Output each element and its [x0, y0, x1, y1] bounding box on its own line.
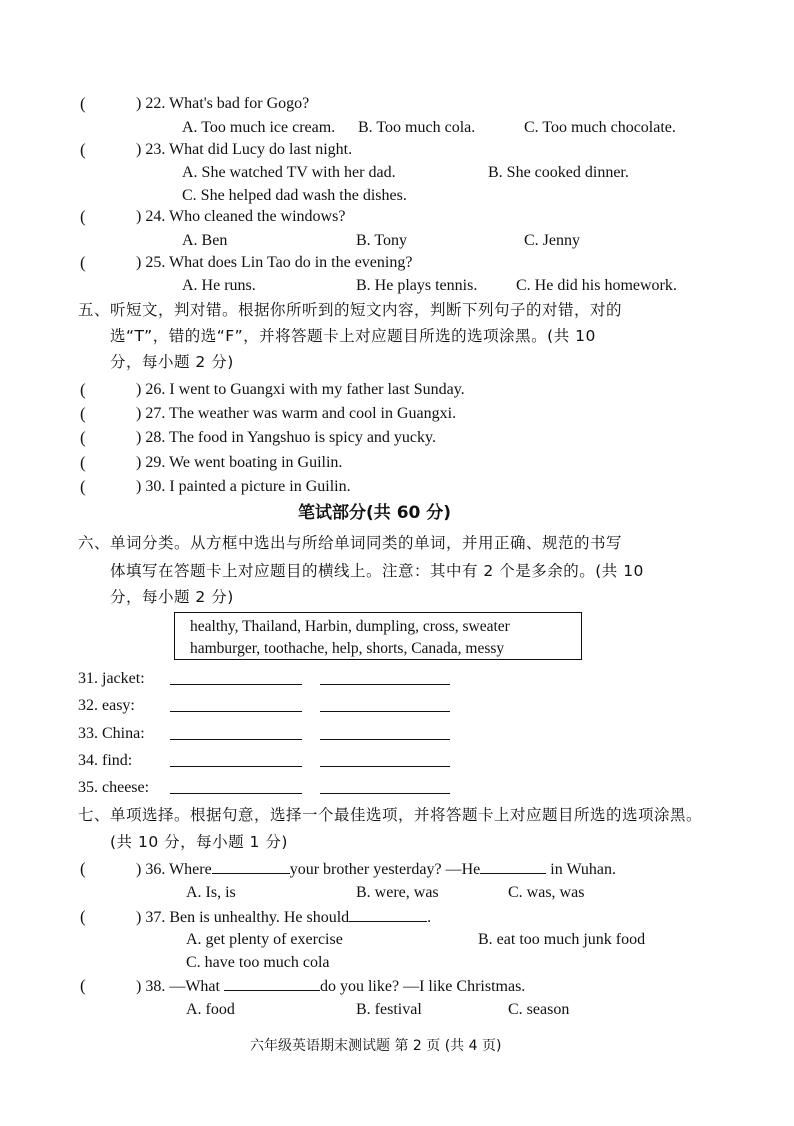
option-b: B. Tony	[356, 232, 408, 249]
question-36	[136, 859, 616, 880]
statement-text: We went boating in Guilin.	[169, 454, 343, 471]
fill-blank[interactable]	[480, 859, 546, 874]
question-number: ) 25.	[136, 254, 166, 271]
question-number: ) 37.	[136, 909, 166, 926]
statement-text: The weather was warm and cool in Guangxi.	[169, 405, 457, 422]
statement-text: The food in Yangshuo is spicy and yucky.	[169, 429, 436, 446]
answer-line[interactable]	[170, 711, 302, 712]
answer-line[interactable]	[170, 684, 302, 685]
question-text-part: .	[427, 909, 432, 926]
question-38	[136, 976, 525, 997]
item-32-label: 32. easy:	[78, 697, 135, 714]
item-35-label: 35. cheese:	[78, 779, 150, 796]
option-c: C. She helped dad wash the dishes.	[182, 187, 407, 204]
option-b: B. festival	[356, 1001, 422, 1018]
section-6-instruction-line-1: 六、单词分类。从方框中选出与所给单词同类的单词，并用正确、规范的书写	[78, 534, 623, 552]
fill-blank[interactable]	[224, 976, 320, 991]
question-text-part: —What	[169, 978, 220, 995]
page-footer: 六年级英语期末测试题 第 2 页 (共 4 页)	[250, 1038, 502, 1054]
statement-26	[136, 380, 465, 400]
answer-line[interactable]	[320, 739, 450, 740]
option-c: C. was, was	[508, 884, 585, 901]
answer-line[interactable]	[170, 739, 302, 740]
word-box-line-1: healthy, Thailand, Harbin, dumpling, cross, sweater	[190, 618, 510, 635]
section-7-instruction-line-2: (共 10 分，每小题 1 分)	[110, 833, 288, 851]
question-text-part: in Wuhan.	[550, 861, 616, 878]
word-box-line-2: hamburger, toothache, help, shorts, Canada, messy	[190, 640, 505, 657]
question-number: ) 30.	[136, 478, 166, 495]
question-text-part: Where	[169, 861, 212, 878]
question-number: ) 23.	[136, 141, 166, 158]
statement-29	[136, 453, 342, 473]
section-5-instruction-line-2: 选“T”，错的选“F”，并将答题卡上对应题目所选的选项涂黑。(共 10	[110, 327, 596, 345]
question-number: ) 29.	[136, 454, 166, 471]
option-a: A. Ben	[182, 232, 228, 249]
answer-paren: (	[80, 253, 86, 272]
answer-paren: (	[80, 404, 86, 423]
option-a: A. get plenty of exercise	[186, 931, 343, 948]
answer-paren: (	[80, 94, 86, 113]
statement-text: I went to Guangxi with my father last Sunday.	[169, 381, 465, 398]
statement-30	[136, 477, 351, 497]
option-b: B. He plays tennis.	[356, 277, 478, 294]
answer-line[interactable]	[170, 793, 302, 794]
answer-line[interactable]	[170, 766, 302, 767]
question-number: ) 27.	[136, 405, 166, 422]
question-number: ) 28.	[136, 429, 166, 446]
answer-paren: (	[80, 428, 86, 447]
option-c: C. Jenny	[524, 232, 580, 249]
item-31-label: 31. jacket:	[78, 670, 145, 687]
option-a: A. Is, is	[186, 884, 236, 901]
question-text-part: Ben is unhealthy. He should	[169, 909, 350, 926]
section-5-instruction-line-3: 分，每小题 2 分)	[110, 353, 234, 371]
option-c: C. Too much chocolate.	[524, 119, 676, 136]
question-number: ) 38.	[136, 978, 166, 995]
option-b: B. Too much cola.	[358, 119, 476, 136]
answer-paren: (	[80, 380, 86, 399]
option-a: A. Too much ice cream.	[182, 119, 336, 136]
section-7-instruction-line-1: 七、单项选择。根据句意，选择一个最佳选项，并将答题卡上对应题目所选的选项涂黑。	[78, 806, 703, 824]
question-text: What did Lucy do last night.	[169, 141, 353, 158]
question-number: ) 22.	[136, 95, 166, 112]
answer-line[interactable]	[320, 766, 450, 767]
statement-28	[136, 428, 436, 448]
answer-paren: (	[80, 976, 86, 995]
item-34-label: 34. find:	[78, 752, 133, 769]
answer-line[interactable]	[320, 793, 450, 794]
answer-paren: (	[80, 859, 86, 878]
question-37	[136, 907, 431, 928]
section-6-instruction-line-3: 分，每小题 2 分)	[110, 588, 234, 606]
answer-line[interactable]	[320, 711, 450, 712]
question-22	[136, 94, 309, 114]
question-25	[136, 253, 412, 273]
option-b: B. were, was	[356, 884, 439, 901]
question-text: What does Lin Tao do in the evening?	[169, 254, 413, 271]
option-b: B. eat too much junk food	[478, 931, 646, 948]
section-5-instruction-line-1: 五、听短文，判对错。根据你所听到的短文内容，判断下列句子的对错，对的	[78, 301, 623, 319]
question-23	[136, 140, 352, 160]
question-text-part: do you like? —I like Christmas.	[319, 978, 526, 995]
question-number: ) 26.	[136, 381, 166, 398]
question-text: What's bad for Gogo?	[169, 95, 310, 112]
answer-line[interactable]	[320, 684, 450, 685]
answer-paren: (	[80, 477, 86, 496]
question-24	[136, 207, 345, 227]
answer-paren: (	[80, 140, 86, 159]
section-6-instruction-line-2: 体填写在答题卡上对应题目的横线上。注意：其中有 2 个是多余的。(共 10	[110, 562, 644, 580]
answer-paren: (	[80, 453, 86, 472]
written-part-title: 笔试部分(共 60 分)	[298, 503, 452, 523]
statement-text: I painted a picture in Guilin.	[169, 478, 351, 495]
question-number: ) 36.	[136, 861, 166, 878]
option-c: C. have too much cola	[186, 954, 330, 971]
answer-paren: (	[80, 207, 86, 226]
option-a: A. She watched TV with her dad.	[182, 164, 396, 181]
statement-27	[136, 404, 456, 424]
fill-blank[interactable]	[349, 907, 427, 922]
option-a: A. He runs.	[182, 277, 256, 294]
item-33-label: 33. China:	[78, 725, 145, 742]
option-c: C. season	[508, 1001, 570, 1018]
question-number: ) 24.	[136, 208, 166, 225]
option-c: C. He did his homework.	[516, 277, 677, 294]
option-a: A. food	[186, 1001, 235, 1018]
option-b: B. She cooked dinner.	[488, 164, 629, 181]
answer-paren: (	[80, 907, 86, 926]
fill-blank[interactable]	[212, 859, 290, 874]
question-text-part: your brother yesterday? —He	[289, 861, 481, 878]
question-text: Who cleaned the windows?	[169, 208, 346, 225]
